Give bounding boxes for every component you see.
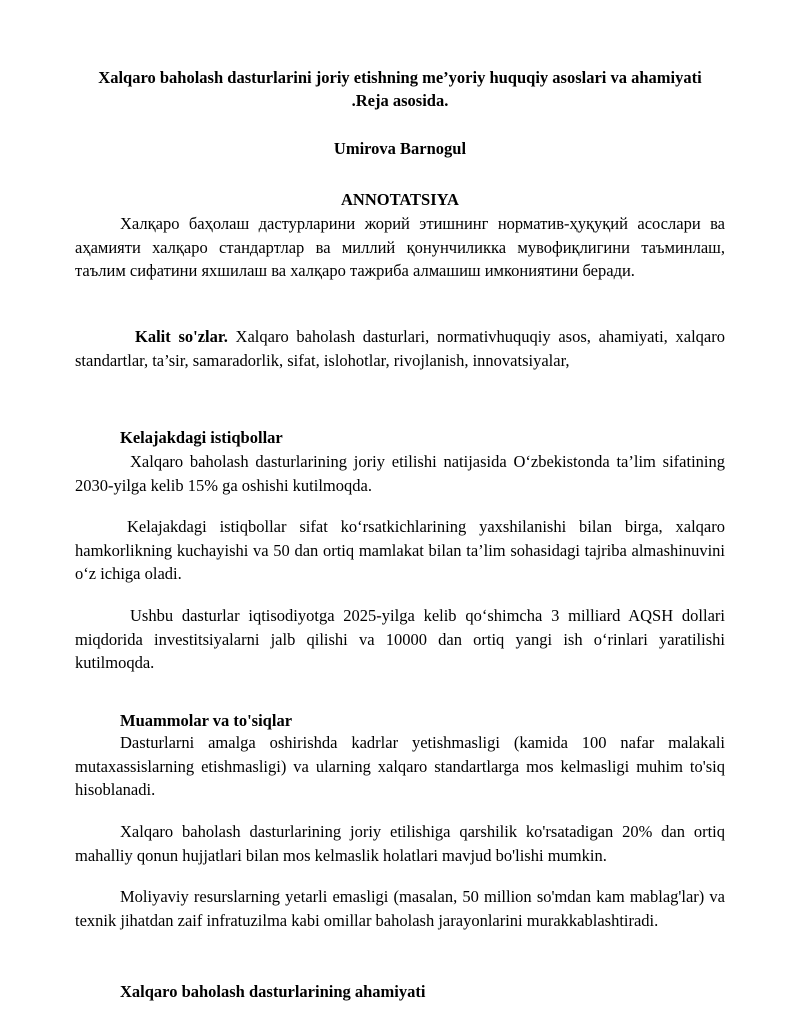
keywords-label: Kalit so'zlar. bbox=[135, 327, 228, 346]
document-title: Xalqaro baholash dasturlarini joriy etishning me’yoriy huquqiy asoslari va ahamiyati .Reja asosida. bbox=[98, 68, 702, 110]
annotation-heading: ANNOTATSIYA bbox=[341, 190, 459, 209]
section-heading-future: Kelajakdagi istiqbollar bbox=[120, 428, 283, 447]
section-paragraph: Ushbu dasturlar iqtisodiyotga 2025-yilga kelib qo‘shimcha 3 milliard AQSH dollari miqdorida investitsiyalarni jalb qilishi va 10000 dan ortiq yangi ish o‘rinlari yaratilishi kutilmoqda. bbox=[75, 606, 725, 672]
section-paragraph: Dasturlarni amalga oshirishda kadrlar yetishmasligi (kamida 100 nafar malakali mutaxassislarning etishmasligi) va ularning xalqaro standartlarga mos kelmasligi muhim to'siq hisoblanadi. bbox=[75, 733, 725, 799]
section-paragraph: Xalqaro baholash dasturlarining joriy etilishiga qarshilik ko'rsatadigan 20% dan ortiq mahalliy qonun hujjatlari bilan mos kelmaslik holatlari mavjud bo'lishi mumkin. bbox=[75, 822, 725, 865]
author-name: Umirova Barnogul bbox=[333, 139, 467, 158]
section-heading-importance: Xalqaro baholash dasturlarining ahamiyati bbox=[120, 982, 426, 1001]
annotation-paragraph: Халқаро баҳолаш дастурларини жорий этишнинг норматив-ҳуқуқий асослари ва аҳамияти халқаро стандартлар ва миллий қонунчиликка мувофиқлигини таъминлаш, таълим сифатини яхшилаш ва халқаро тажриба алмашиш имкониятини беради. bbox=[75, 214, 725, 280]
keywords-text: Xalqaro baholash dasturlari, normativhuquqiy asos, ahamiyati, xalqaro standartlar, ta’sir, samaradorlik, sifat, islohotlar, rivojlanish, innovatsiyalar, bbox=[75, 327, 725, 370]
section-paragraph: Xalqaro baholash dasturlarining joriy etilishi natijasida O‘zbekistonda ta’lim sifatining 2030-yilga kelib 15% ga oshishi kutilmoqda. bbox=[75, 452, 725, 495]
section-paragraph: Moliyaviy resurslarning yetarli emasligi (masalan, 50 million so'mdan kam mablag'lar) va texnik jihatdan zaif infratuzilma kabi omillar baholash jarayonlarini murakkablashtiradi. bbox=[75, 887, 725, 930]
section-heading-problems: Muammolar va to'siqlar bbox=[120, 711, 293, 730]
keywords-paragraph bbox=[75, 325, 725, 372]
section-paragraph: Kelajakdagi istiqbollar sifat ko‘rsatkichlarining yaxshilanishi bilan birga, xalqaro hamkorlikning kuchayishi va 50 dan ortiq mamlakat bilan ta’lim sohasidagi tajriba almashinuvini o‘z ichiga oladi. bbox=[75, 517, 725, 583]
